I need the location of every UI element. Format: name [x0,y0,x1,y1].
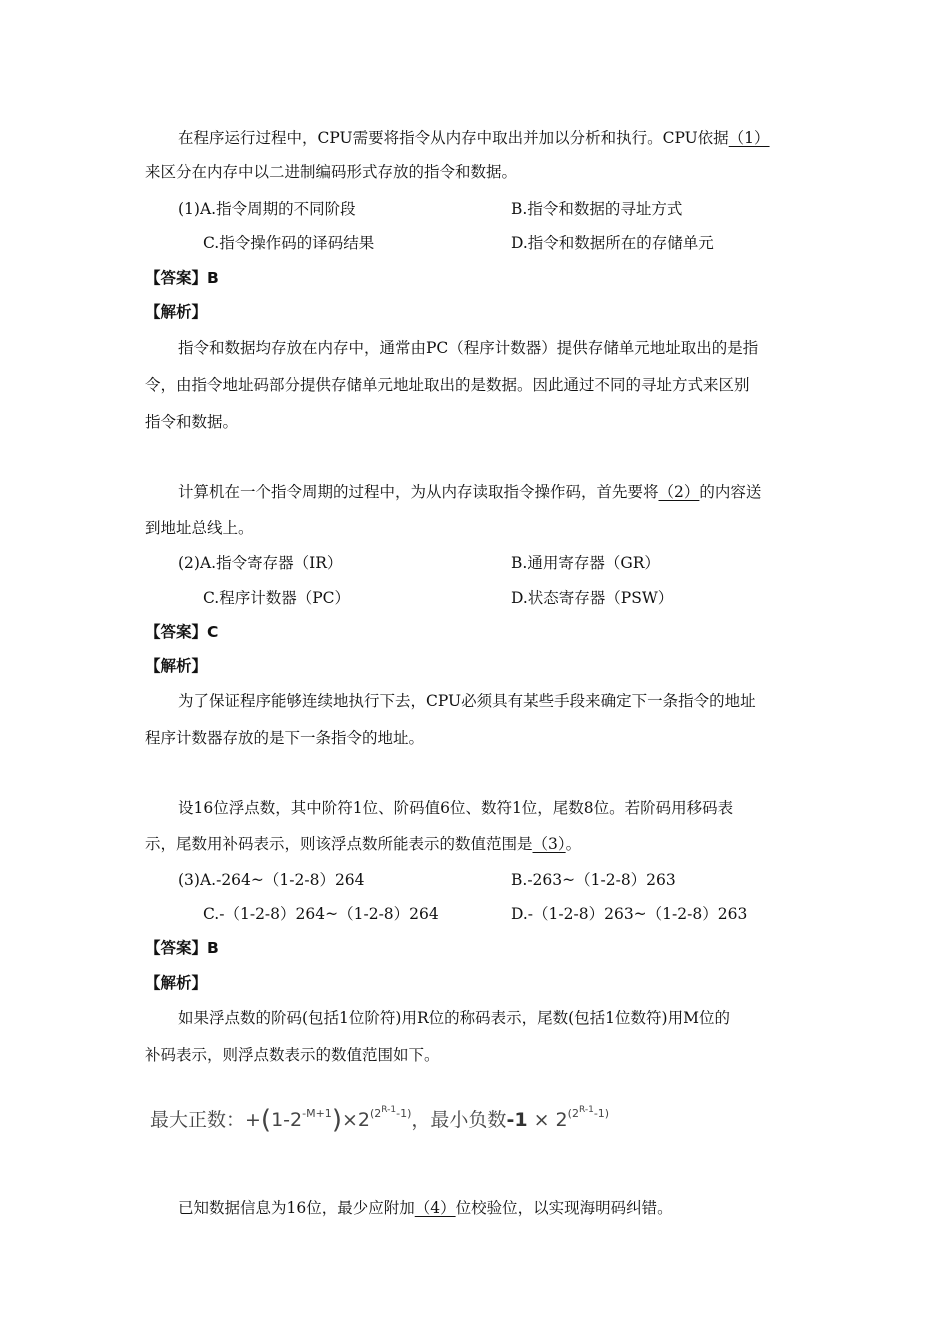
q3-analysis-line1: 如果浮点数的阶码(包括1位阶符)用R位的称码表示，尾数(包括1位数符)用M位的 [178,1009,730,1027]
q2-option-d: D.状态寄存器（PSW） [511,589,674,607]
q3-option-d: D.-（1-2-8）263~（1-2-8）263 [511,905,748,923]
q1-option-c: C.指令操作码的译码结果 [203,234,375,252]
q2-analysis-line1: 为了保证程序能够连续地执行下去，CPU必须具有某些手段来确定下一条指令的地址 [178,692,756,710]
q1-analysis-line3: 指令和数据。 [145,413,239,431]
q1-option-a: (1)A.指令周期的不同阶段 [178,200,356,218]
q1-stem-line2: 来区分在内存中以二进制编码形式存放的指令和数据。 [145,163,518,181]
q2-analysis-label: 【解析】 [145,657,208,675]
q4-stem: 已知数据信息为16位，最少应附加（4）位校验位，以实现海明码纠错。 [178,1199,673,1217]
q1-analysis-line1: 指令和数据均存放在内存中，通常由PC（程序计数器）提供存储单元地址取出的是指 [178,339,759,357]
q2-analysis-line2: 程序计数器存放的是下一条指令的地址。 [145,729,425,747]
q3-option-a: (3)A.-264~（1-2-8）264 [178,871,365,889]
q2-answer: 【答案】C [145,623,219,641]
q4-blank: （4） [414,1199,456,1217]
q1-option-b: B.指令和数据的寻址方式 [511,200,683,218]
q3-stem-line2: 示，尾数用补码表示，则该浮点数所能表示的数值范围是（3）。 [145,835,582,853]
q3-analysis-line2: 补码表示，则浮点数表示的数值范围如下。 [145,1046,440,1064]
q2-option-c: C.程序计数器（PC） [203,589,351,607]
q3-stem-line1: 设16位浮点数，其中阶符1位、阶码值6位、数符1位，尾数8位。若阶码用移码表 [178,799,734,817]
q2-stem-line1: 计算机在一个指令周期的过程中，为从内存读取指令操作码，首先要将（2）的内容送 [178,483,762,501]
q3-option-b: B.-263~（1-2-8）263 [511,871,676,889]
q1-answer: 【答案】B [145,269,219,287]
q1-analysis-line2: 令，由指令地址码部分提供存储单元地址取出的是数据。因此通过不同的寻址方式来区别 [145,376,750,394]
q1-blank: （1） [728,129,770,147]
q2-stem-line2: 到地址总线上。 [145,519,254,537]
q3-blank: （3） [532,835,566,853]
q3-analysis-label: 【解析】 [145,974,208,992]
q1-stem-line1: 在程序运行过程中，CPU需要将指令从内存中取出并加以分析和执行。CPU依据（1） [178,129,770,147]
q2-blank: （2） [658,483,700,501]
float-range-formula: 最大正数：$+(1-2^{-M+1})\times 2^{(2^{R-1}-1)}$，最小负数$-1 \times 2^{(2^{R-1}-1)}$ [150,1105,610,1135]
q1-analysis-label: 【解析】 [145,303,208,321]
q2-option-b: B.通用寄存器（GR） [511,554,660,572]
q3-option-c: C.-（1-2-8）264~（1-2-8）264 [203,905,439,923]
q2-option-a: (2)A.指令寄存器（IR） [178,554,343,572]
q1-option-d: D.指令和数据所在的存储单元 [511,234,714,252]
q3-answer: 【答案】B [145,939,219,957]
